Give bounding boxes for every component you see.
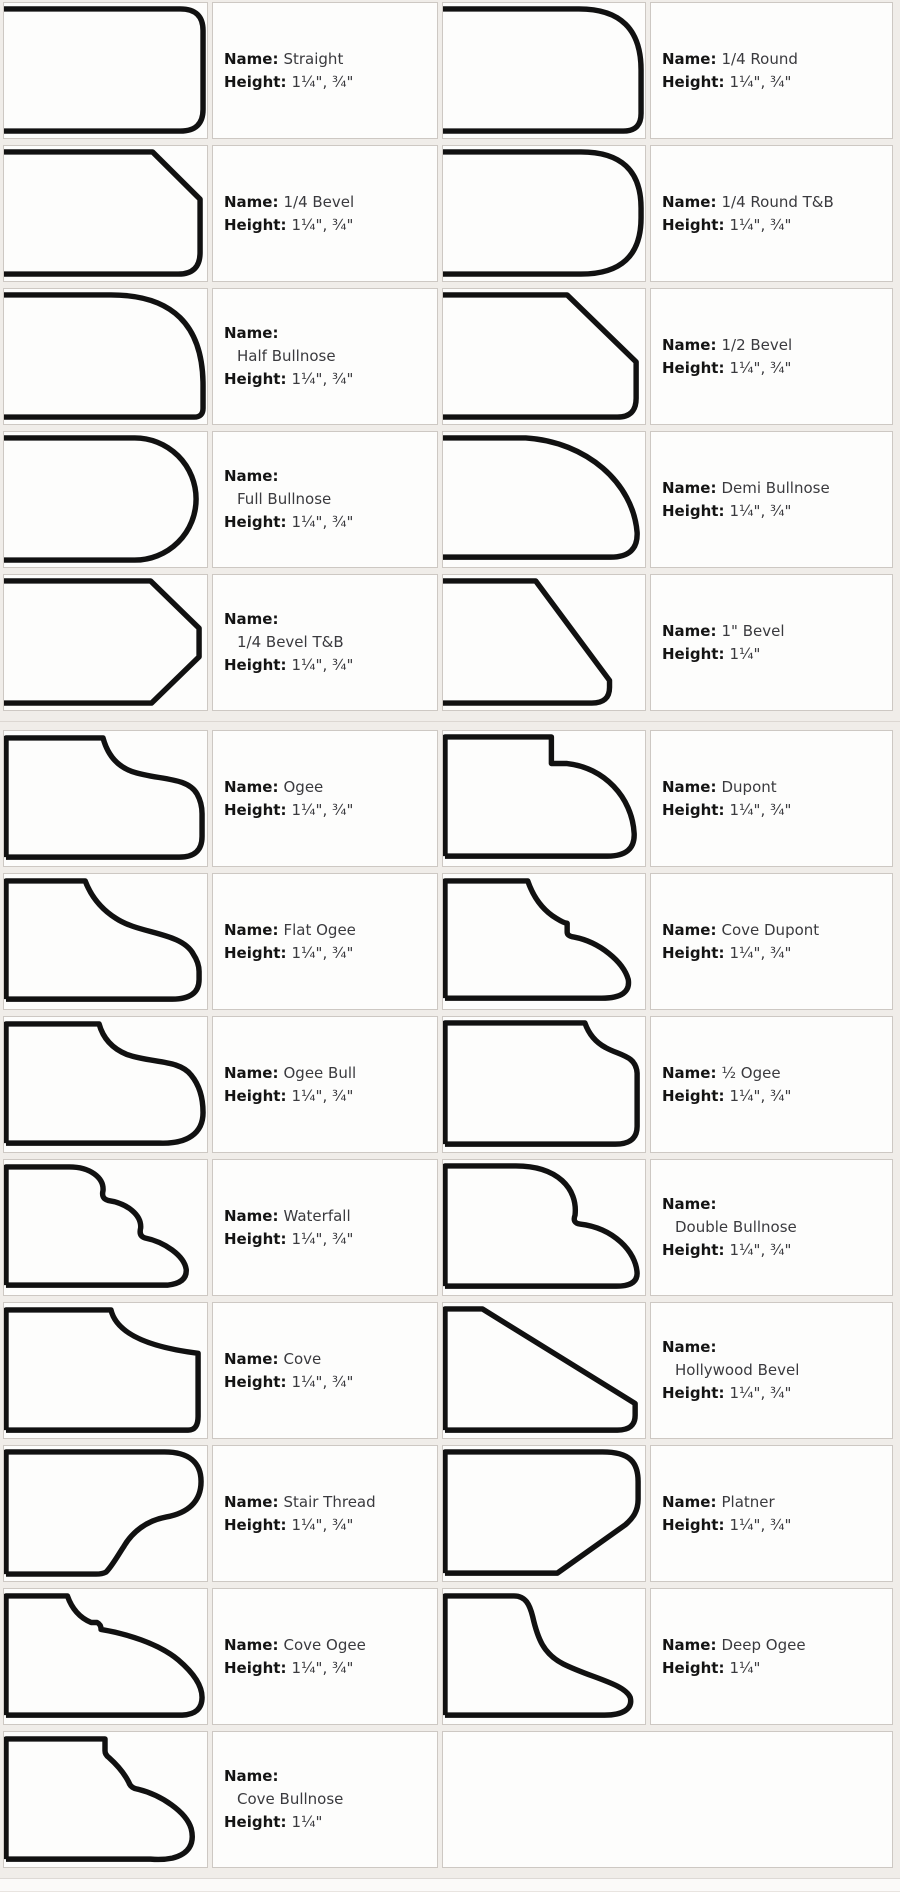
profile-drawing-quarter-round-tb — [442, 145, 646, 282]
profile-height: 1¼" — [291, 1813, 323, 1831]
profile-name: Platner — [721, 1492, 775, 1511]
cove-profile-icon — [4, 1303, 207, 1438]
profile-drawing-quarter-round — [442, 2, 646, 139]
flat-ogee-profile-icon — [4, 874, 207, 1009]
profile-info — [650, 730, 893, 867]
profile-height: 1¼" — [729, 644, 761, 663]
profile-name: Full Bullnose — [237, 490, 332, 508]
profile-name: Stair Thread — [283, 1492, 376, 1511]
deep-ogee-profile-icon — [443, 1589, 645, 1724]
cove-ogee-profile-icon — [4, 1589, 207, 1724]
height-label: Height: — [662, 215, 725, 234]
profile-name: Cove Dupont — [721, 920, 820, 939]
profile-table-top — [3, 0, 897, 711]
profile-info — [212, 145, 438, 282]
profile-info — [212, 1302, 438, 1439]
section-divider — [0, 711, 900, 730]
profile-height: 1¼", ¾" — [291, 1515, 354, 1534]
profile-name: 1" Bevel — [721, 621, 785, 640]
name-label: Name: — [224, 920, 279, 939]
name-label: Name: — [662, 621, 717, 640]
profile-info — [212, 730, 438, 867]
profile-height: 1¼", ¾" — [291, 370, 354, 388]
profile-name: Demi Bullnose — [721, 478, 830, 497]
name-label: Name: — [224, 610, 279, 628]
quarter-bevel-tb-profile-icon — [4, 575, 207, 710]
profile-name: Ogee — [283, 777, 324, 796]
profile-name: Ogee Bull — [283, 1063, 357, 1082]
waterfall-profile-icon — [4, 1160, 207, 1295]
profile-name: Cove — [283, 1349, 322, 1368]
divider-line — [0, 721, 900, 722]
name-label: Name: — [224, 324, 279, 342]
name-label: Name: — [662, 192, 717, 211]
profile-drawing-ogee-bull — [3, 1016, 208, 1153]
profile-info — [650, 1302, 893, 1439]
profile-drawing-half-ogee — [442, 1016, 646, 1153]
profile-height: 1¼", ¾" — [729, 943, 792, 962]
height-label: Height: — [662, 1515, 725, 1534]
profile-drawing-cove-dupont — [442, 873, 646, 1010]
profile-drawing-deep-ogee — [442, 1588, 646, 1725]
profile-name: Hollywood Bevel — [675, 1361, 800, 1379]
profile-drawing-dupont — [442, 730, 646, 867]
profile-info — [650, 1445, 893, 1582]
height-label: Height: — [662, 501, 725, 520]
empty-cell — [442, 1731, 893, 1868]
profile-height: 1¼", ¾" — [291, 656, 354, 674]
height-label: Height: — [662, 1658, 725, 1677]
profile-height: 1¼", ¾" — [291, 1372, 354, 1391]
ogee-profile-icon — [4, 731, 207, 866]
profile-name: ½ Ogee — [721, 1063, 781, 1082]
height-label: Height: — [224, 943, 287, 962]
profile-drawing-quarter-bevel — [3, 145, 208, 282]
height-label: Height: — [224, 1229, 287, 1248]
quarter-bevel-profile-icon — [4, 146, 207, 281]
half-bevel-profile-icon — [443, 289, 645, 424]
profile-height: 1¼", ¾" — [291, 1658, 354, 1677]
height-label: Height: — [224, 1086, 287, 1105]
profile-height: 1¼", ¾" — [291, 72, 354, 91]
profile-name: 1/4 Round T&B — [721, 192, 834, 211]
profile-name: Flat Ogee — [283, 920, 356, 939]
name-label: Name: — [662, 49, 717, 68]
profile-info — [212, 1731, 438, 1868]
quarter-round-profile-icon — [443, 3, 645, 138]
name-label: Name: — [662, 335, 717, 354]
name-label: Name: — [224, 49, 279, 68]
profile-name: 1/4 Bevel — [283, 192, 355, 211]
name-label: Name: — [662, 1492, 717, 1511]
profile-info — [650, 1016, 893, 1153]
height-label: Height: — [662, 644, 725, 663]
profile-drawing-straight — [3, 2, 208, 139]
profile-drawing-ogee — [3, 730, 208, 867]
profile-height: 1¼", ¾" — [729, 1384, 792, 1402]
height-label: Height: — [662, 1241, 725, 1259]
height-label: Height: — [224, 72, 287, 91]
profile-height: 1¼", ¾" — [291, 1086, 354, 1105]
full-bullnose-profile-icon — [4, 432, 207, 567]
profile-name: Dupont — [721, 777, 777, 796]
profile-info — [212, 288, 438, 425]
name-label: Name: — [662, 1635, 717, 1654]
profile-height: 1¼", ¾" — [729, 1515, 792, 1534]
profile-drawing-flat-ogee — [3, 873, 208, 1010]
stair-thread-profile-icon — [4, 1446, 207, 1581]
profile-height: 1¼", ¾" — [291, 1229, 354, 1248]
profile-drawing-one-inch-bevel — [442, 574, 646, 711]
half-bullnose-profile-icon — [4, 289, 207, 424]
straight-profile-icon — [4, 3, 207, 138]
profile-info — [212, 1445, 438, 1582]
height-label: Height: — [224, 1813, 287, 1831]
profile-info — [650, 1159, 893, 1296]
profile-drawing-cove — [3, 1302, 208, 1439]
profile-name: 1/4 Round — [721, 49, 798, 68]
profile-info — [212, 2, 438, 139]
demi-bullnose-profile-icon — [443, 432, 645, 567]
profile-info — [650, 145, 893, 282]
height-label: Height: — [224, 215, 287, 234]
profile-info — [212, 574, 438, 711]
profile-info — [212, 873, 438, 1010]
height-label: Height: — [662, 943, 725, 962]
profile-drawing-stair-thread — [3, 1445, 208, 1582]
profile-name: 1/4 Bevel T&B — [237, 633, 344, 651]
height-label: Height: — [224, 513, 287, 531]
height-label: Height: — [224, 1658, 287, 1677]
one-inch-bevel-profile-icon — [443, 575, 645, 710]
profile-height: 1¼", ¾" — [729, 800, 792, 819]
profile-name: Half Bullnose — [237, 347, 336, 365]
profile-height: 1¼", ¾" — [729, 1086, 792, 1105]
hollywood-bevel-profile-icon — [443, 1303, 645, 1438]
cove-bullnose-profile-icon — [4, 1732, 207, 1867]
name-label: Name: — [224, 1349, 279, 1368]
profile-height: 1¼", ¾" — [729, 72, 792, 91]
profile-height: 1¼", ¾" — [729, 501, 792, 520]
height-label: Height: — [662, 72, 725, 91]
profile-drawing-cove-ogee — [3, 1588, 208, 1725]
height-label: Height: — [662, 358, 725, 377]
height-label: Height: — [224, 1515, 287, 1534]
profile-drawing-half-bevel — [442, 288, 646, 425]
profile-drawing-hollywood-bevel — [442, 1302, 646, 1439]
dupont-profile-icon — [443, 731, 645, 866]
height-label: Height: — [224, 370, 287, 388]
profile-drawing-full-bullnose — [3, 431, 208, 568]
profile-info — [650, 574, 893, 711]
name-label: Name: — [662, 920, 717, 939]
profile-height: 1¼", ¾" — [729, 1241, 792, 1259]
profile-height: 1¼", ¾" — [291, 800, 354, 819]
profile-info — [650, 873, 893, 1010]
name-label: Name: — [662, 1195, 717, 1213]
profile-name: Cove Ogee — [283, 1635, 366, 1654]
name-label: Name: — [224, 192, 279, 211]
profile-drawing-demi-bullnose — [442, 431, 646, 568]
profile-drawing-half-bullnose — [3, 288, 208, 425]
profile-name: Waterfall — [283, 1206, 351, 1225]
cove-dupont-profile-icon — [443, 874, 645, 1009]
profile-height: 1¼", ¾" — [729, 358, 792, 377]
profile-info — [212, 1016, 438, 1153]
height-label: Height: — [662, 800, 725, 819]
profile-info — [650, 431, 893, 568]
name-label: Name: — [224, 777, 279, 796]
name-label: Name: — [224, 1063, 279, 1082]
profile-drawing-waterfall — [3, 1159, 208, 1296]
name-label: Name: — [662, 478, 717, 497]
name-label: Name: — [662, 1338, 717, 1356]
height-label: Height: — [224, 656, 287, 674]
profile-info — [212, 1588, 438, 1725]
name-label: Name: — [224, 1492, 279, 1511]
name-label: Name: — [224, 1767, 279, 1785]
profile-height: 1¼", ¾" — [291, 943, 354, 962]
profile-height: 1¼" — [729, 1658, 761, 1677]
profile-info — [650, 1588, 893, 1725]
half-ogee-profile-icon — [443, 1017, 645, 1152]
double-bullnose-profile-icon — [443, 1160, 645, 1295]
name-label: Name: — [224, 1635, 279, 1654]
profile-drawing-platner — [442, 1445, 646, 1582]
profile-table-bottom — [3, 730, 897, 1868]
name-label: Name: — [662, 777, 717, 796]
quarter-round-tb-profile-icon — [443, 146, 645, 281]
ogee-bull-profile-icon — [4, 1017, 207, 1152]
profile-height: 1¼", ¾" — [291, 215, 354, 234]
height-label: Height: — [224, 1372, 287, 1391]
profile-drawing-double-bullnose — [442, 1159, 646, 1296]
profile-drawing-cove-bullnose — [3, 1731, 208, 1868]
profile-name: 1/2 Bevel — [721, 335, 793, 354]
profile-height: 1¼", ¾" — [291, 513, 354, 531]
name-label: Name: — [224, 1206, 279, 1225]
name-label: Name: — [662, 1063, 717, 1082]
profile-name: Straight — [283, 49, 344, 68]
profile-info — [650, 288, 893, 425]
height-label: Height: — [662, 1384, 725, 1402]
profile-info — [212, 1159, 438, 1296]
platner-profile-icon — [443, 1446, 645, 1581]
profile-info — [650, 2, 893, 139]
profile-drawing-quarter-bevel-tb — [3, 574, 208, 711]
profile-name: Double Bullnose — [675, 1218, 797, 1236]
profile-name: Deep Ogee — [721, 1635, 806, 1654]
profile-height: 1¼", ¾" — [729, 215, 792, 234]
name-label: Name: — [224, 467, 279, 485]
height-label: Height: — [224, 800, 287, 819]
profile-name: Cove Bullnose — [237, 1790, 344, 1808]
height-label: Height: — [662, 1086, 725, 1105]
profile-info — [212, 431, 438, 568]
